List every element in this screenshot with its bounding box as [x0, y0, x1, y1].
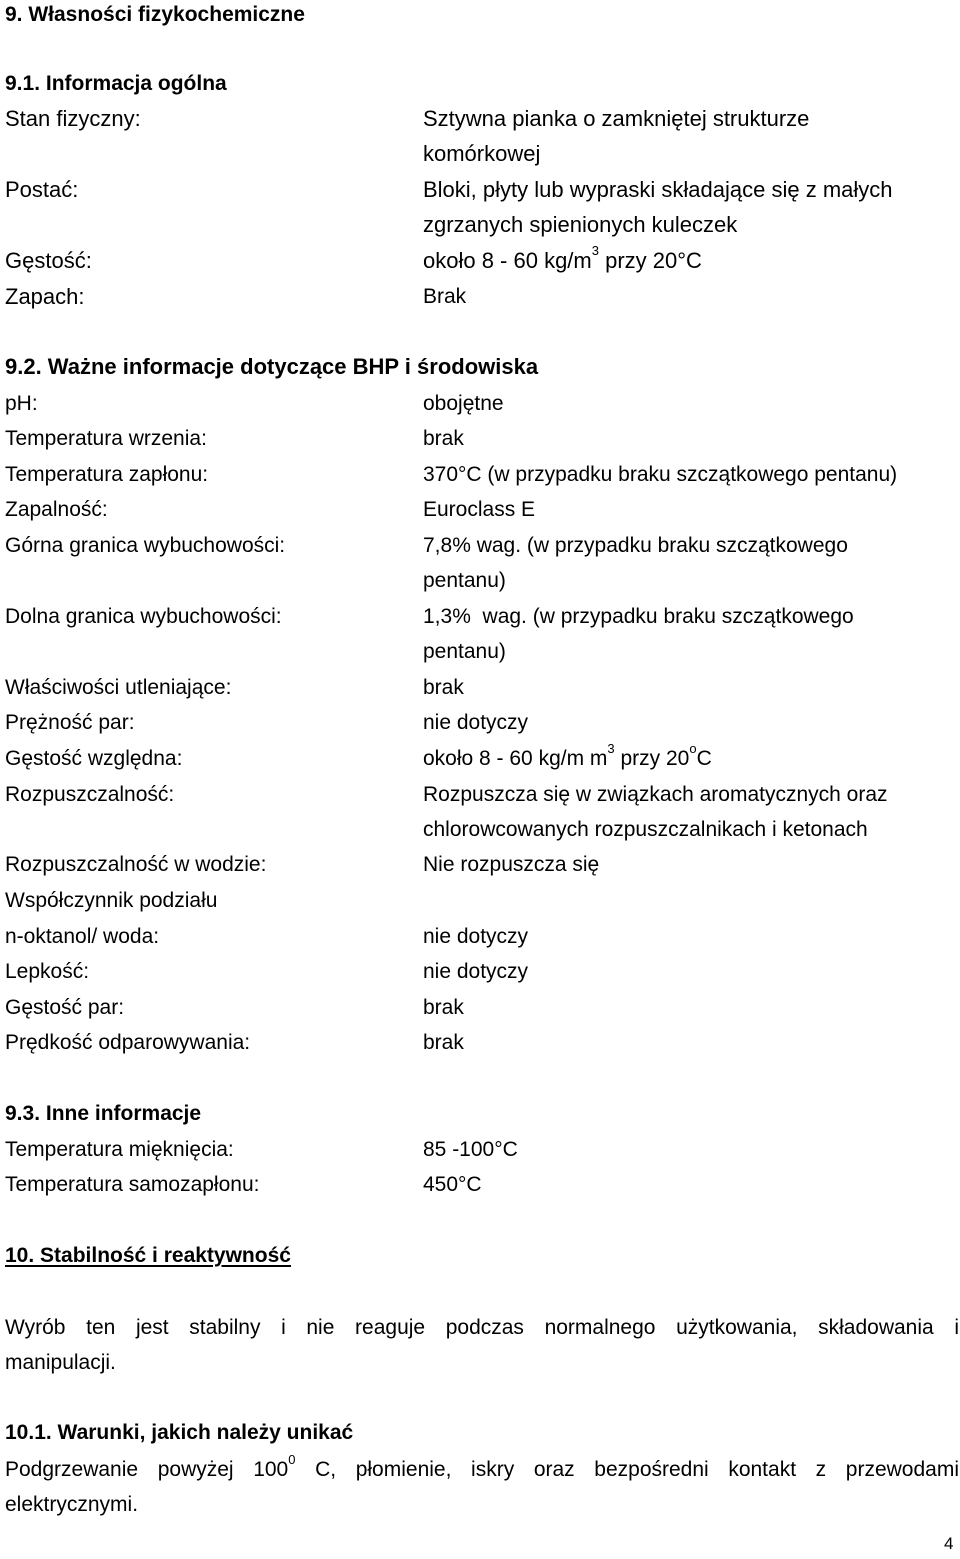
wspolczynnik-label-line1: Współczynnik podziału: [5, 889, 218, 912]
gestosc-wzgledna-label: Gęstość względna:: [5, 747, 183, 770]
gestosc-par-value: brak: [423, 996, 464, 1019]
wrzenie-value: brak: [423, 427, 464, 450]
dolna-granica-value-line2: pentanu): [423, 640, 506, 663]
zapalnosc-value: Euroclass E: [423, 498, 536, 521]
predkosc-value: brak: [423, 1031, 464, 1054]
rozpuszczalnosc-label: Rozpuszczalność:: [5, 783, 175, 806]
dolna-granica-label: Dolna granica wybuchowości:: [5, 605, 282, 628]
section-10-heading: 10. Stabilność i reaktywność: [5, 1244, 291, 1267]
stan-value-line2: komórkowej: [423, 141, 541, 166]
zaplon-value: 370°C (w przypadku braku szczątkowego pentanu): [423, 463, 898, 486]
zaplon-label: Temperatura zapłonu:: [5, 463, 209, 486]
samozaplon-label: Temperatura samozapłonu:: [5, 1173, 260, 1196]
gorna-granica-label: Górna granica wybuchowości:: [5, 534, 286, 557]
miekniecie-value: 85 -100°C: [423, 1138, 518, 1161]
preznosc-value: nie dotyczy: [423, 711, 529, 734]
ph-label: pH:: [5, 392, 38, 415]
section-9-3-heading: 9.3. Inne informacje: [5, 1102, 202, 1125]
wspolczynnik-label-line2: n-oktanol/ woda:: [5, 925, 160, 948]
zapach-label: Zapach:: [5, 284, 85, 309]
utleniajace-label: Właściwości utleniające:: [5, 676, 232, 699]
section-10-paragraph-line2: manipulacji.: [5, 1351, 116, 1374]
postac-label: Postać:: [5, 177, 79, 202]
zapach-value: Brak: [423, 285, 467, 308]
postac-value-line1: Bloki, płyty lub wypraski składające się z małych: [423, 177, 893, 202]
dolna-granica-value-line1: 1,3% wag. (w przypadku braku szczątkowego: [423, 605, 854, 628]
stan-label: Stan fizyczny:: [5, 106, 141, 131]
section-10-1-heading: 10.1. Warunki, jakich należy unikać: [5, 1421, 354, 1444]
gestosc-value: [423, 243, 702, 273]
gestosc-value-tail: przy 20°C: [598, 248, 702, 273]
gorna-granica-value-line1: 7,8% wag. (w przypadku braku szczątkowego: [423, 534, 848, 557]
gestosc-label: Gęstość:: [5, 248, 92, 273]
zapalnosc-label: Zapalność:: [5, 498, 108, 521]
section-10-1-paragraph-line2: elektrycznymi.: [5, 1493, 139, 1516]
rozpuszczalnosc-value-line1: Rozpuszcza się w związkach aromatycznych oraz: [423, 783, 888, 806]
lepkosc-label: Lepkość:: [5, 960, 90, 983]
miekniecie-label: Temperatura mięknięcia:: [5, 1138, 234, 1161]
wspolczynnik-value: nie dotyczy: [423, 925, 529, 948]
ph-value: obojętne: [423, 392, 504, 415]
para-main: Podgrzewanie powyżej 100: [5, 1458, 289, 1481]
wzgledna-value-unit: C: [696, 747, 712, 770]
section-9-heading: 9. Własności fizykochemiczne: [5, 3, 305, 26]
gorna-granica-value-line2: pentanu): [423, 569, 506, 592]
wzgledna-value-degree: o: [689, 741, 697, 756]
wzgledna-value-main: około 8 - 60 kg/m m: [423, 747, 608, 770]
preznosc-label: Prężność par:: [5, 711, 135, 734]
gestosc-value-exponent: 3: [591, 243, 599, 258]
section-9-2-heading: 9.2. Ważne informacje dotyczące BHP i środowiska: [5, 354, 539, 379]
rozp-w-wodzie-label: Rozpuszczalność w wodzie:: [5, 853, 267, 876]
section-10-1-paragraph-line1: [5, 1452, 959, 1481]
wzgledna-value-mid: przy 20: [614, 747, 690, 770]
section-9-1-heading: 9.1. Informacja ogólna: [5, 72, 227, 95]
para-tail: C, płomienie, iskry oraz bezpośredni kontakt z przewodami: [295, 1458, 959, 1481]
page-number: 4: [944, 1534, 954, 1553]
gestosc-par-label: Gęstość par:: [5, 996, 125, 1019]
rozpuszczalnosc-value-line2: chlorowcowanych rozpuszczalnikach i ketonach: [423, 818, 868, 841]
wzgledna-value-exponent: 3: [607, 741, 615, 756]
gestosc-value-main: około 8 - 60 kg/m: [423, 248, 592, 273]
predkosc-label: Prędkość odparowywania:: [5, 1031, 251, 1054]
stan-value-line1: Sztywna pianka o zamkniętej strukturze: [423, 106, 810, 131]
para-degree: 0: [288, 1452, 296, 1467]
wrzenie-label: Temperatura wrzenia:: [5, 427, 207, 450]
rozp-w-wodzie-value: Nie rozpuszcza się: [423, 853, 600, 876]
utleniajace-value: brak: [423, 676, 464, 699]
postac-value-line2: zgrzanych spienionych kuleczek: [423, 212, 738, 237]
section-10-paragraph-line1: Wyrób ten jest stabilny i nie reaguje podczas normalnego użytkowania, składowania i: [5, 1316, 959, 1339]
gestosc-wzgledna-value: [423, 741, 712, 770]
lepkosc-value: nie dotyczy: [423, 960, 529, 983]
samozaplon-value: 450°C: [423, 1173, 482, 1196]
